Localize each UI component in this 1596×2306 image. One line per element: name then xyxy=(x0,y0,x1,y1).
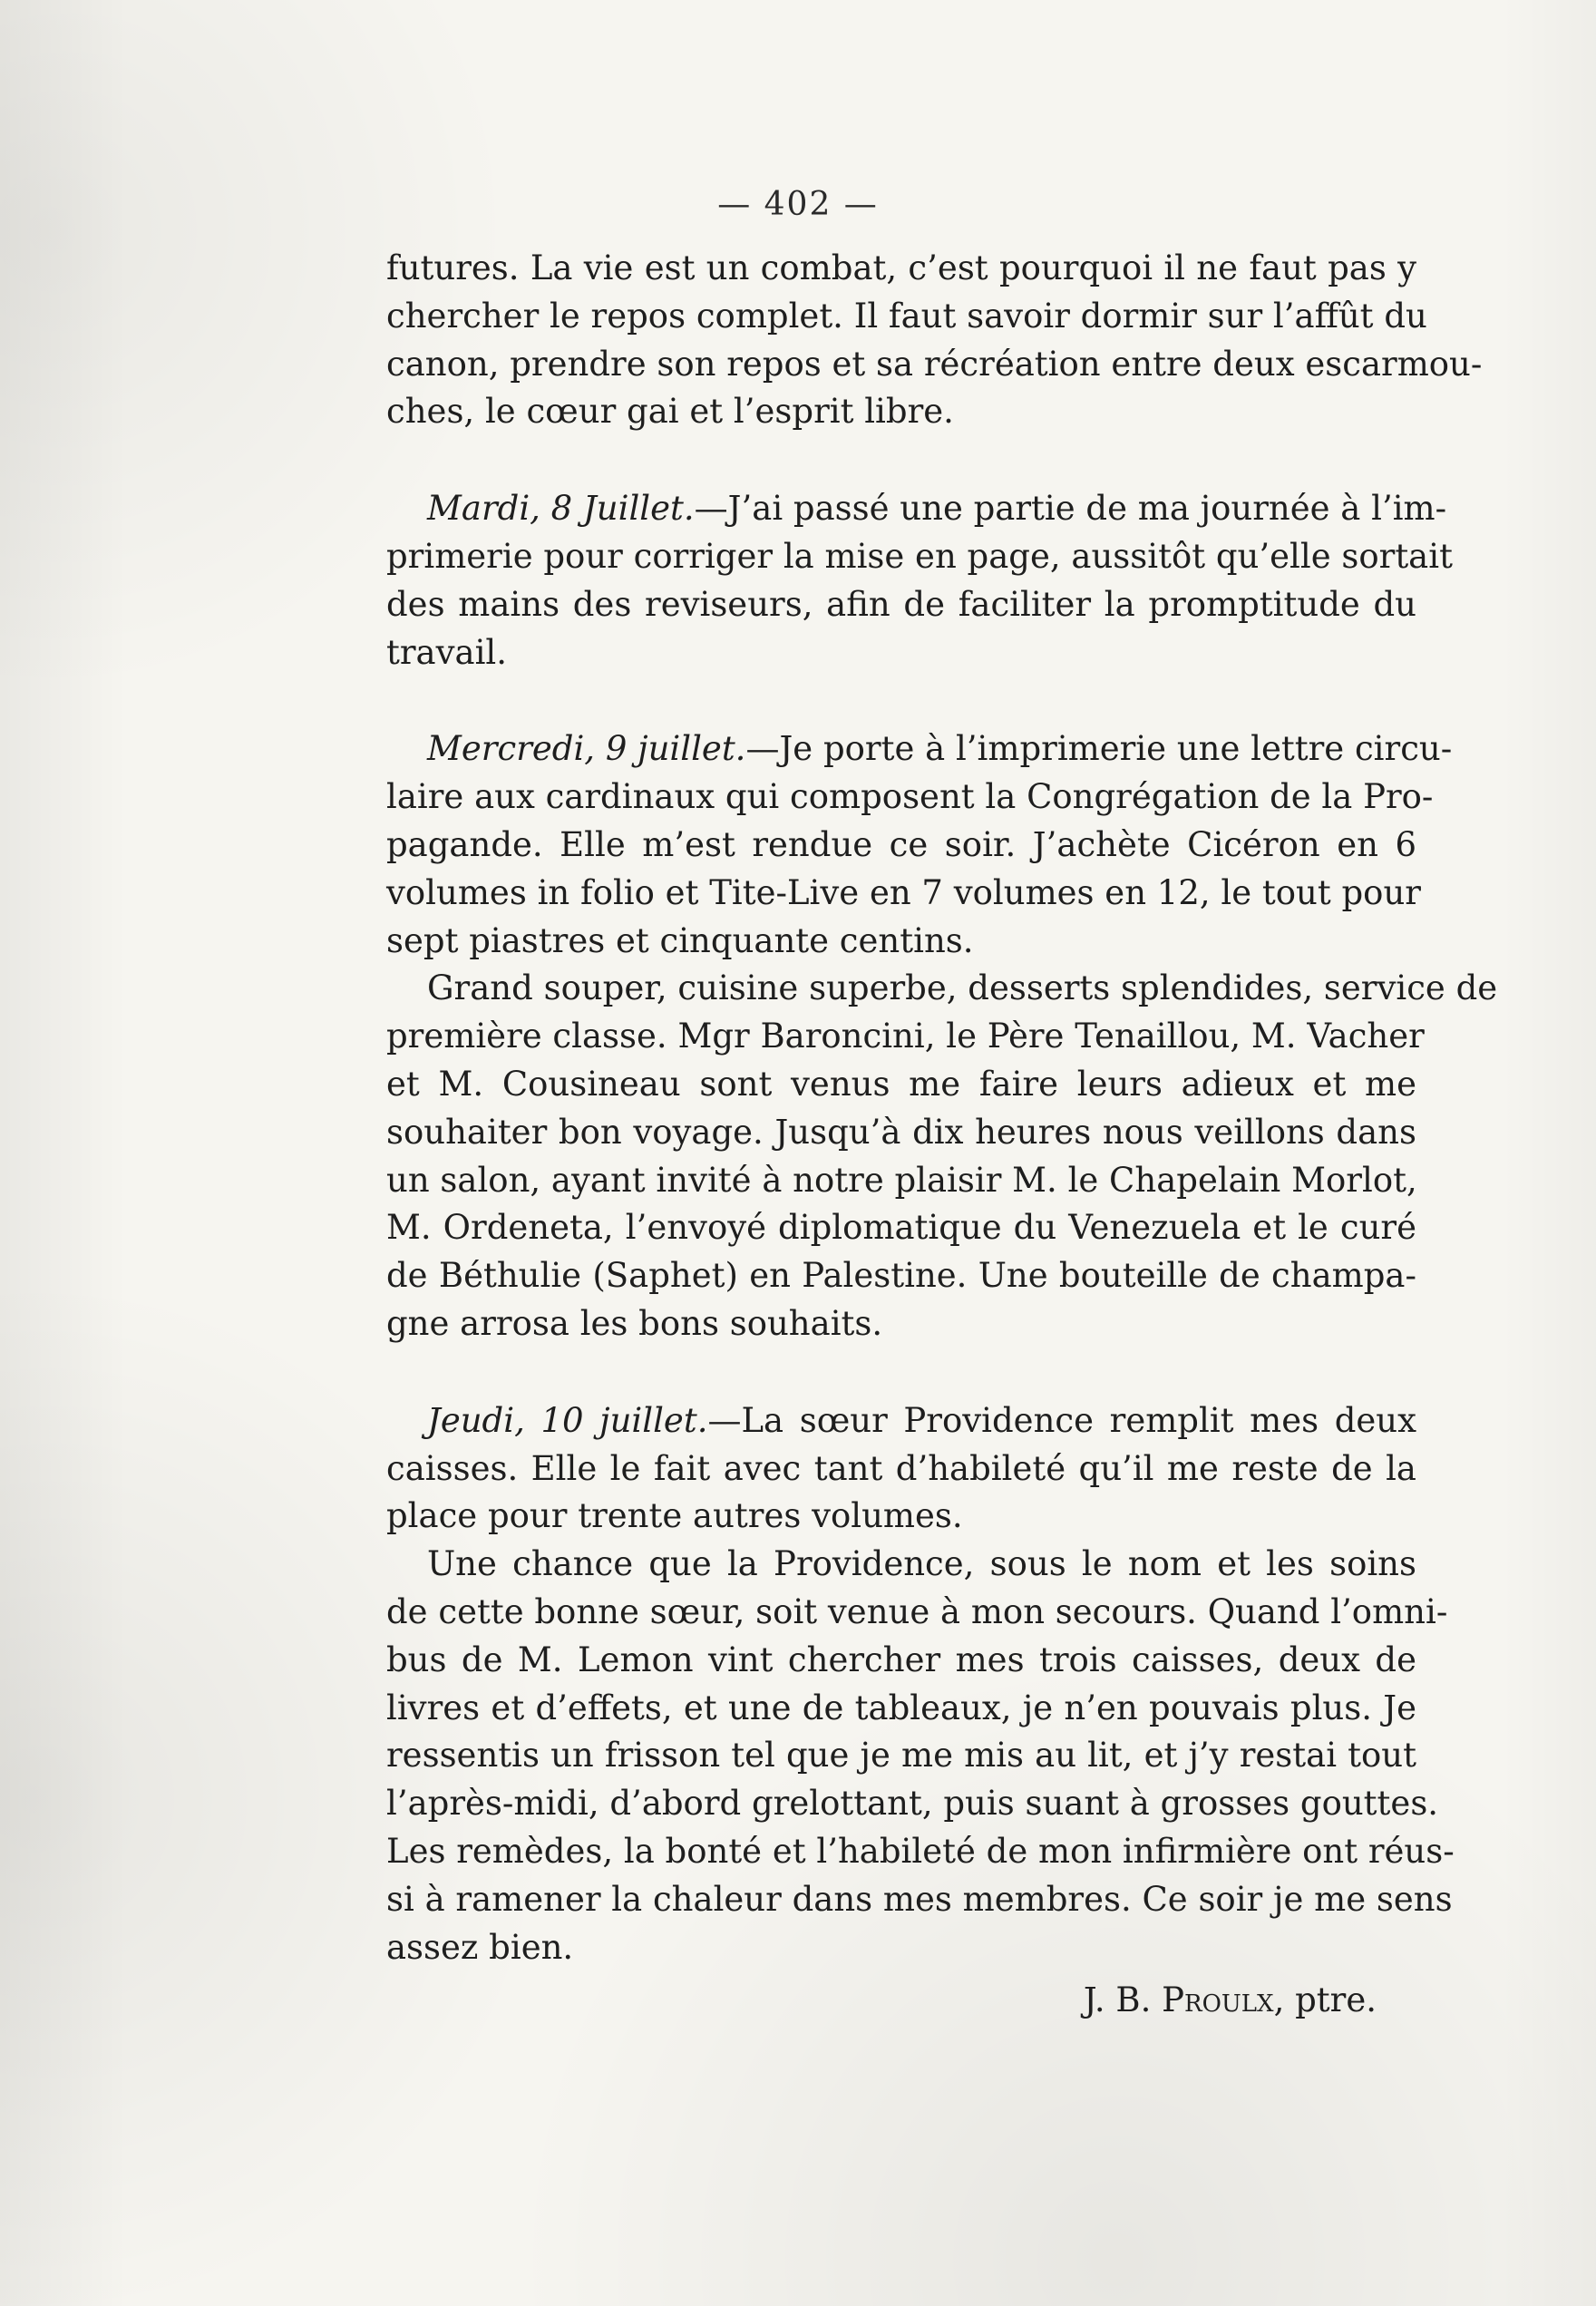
paragraph-chance xyxy=(386,1541,1455,1971)
text-line: chercher le repos complet. Il faut savoir dormir sur l’affût du xyxy=(386,296,1427,336)
text-line: si à ramener la chaleur dans mes membres. Ce soir je me sens xyxy=(386,1879,1453,1919)
text-line: gne arrosa les bons souhaits. xyxy=(386,1303,883,1343)
text-line: sept piastres et cinquante centins. xyxy=(386,920,974,960)
text-line: primerie pour corriger la mise en page, aussitôt qu’elle sortait xyxy=(386,536,1453,576)
signature xyxy=(386,1977,1416,2025)
entry-date: Mardi, 8 Juillet. xyxy=(427,489,695,529)
text-line: et M. Cousineau sont venus me faire leurs adieux et me xyxy=(386,1064,1416,1104)
diary-entry-mardi xyxy=(386,485,1453,676)
text-line: travail. xyxy=(386,632,508,672)
text-line: l’après-midi, d’abord grelottant, puis suant à grosses gouttes. xyxy=(386,1784,1439,1824)
signature-title: , ptre. xyxy=(1273,1980,1377,2020)
text-line: volumes in folio et Tite-Live en 7 volumes en 12, le tout pour xyxy=(386,872,1421,912)
signature-name: Proulx xyxy=(1162,1980,1274,2020)
text-line: souhaiter bon voyage. Jusqu’à dix heures nous veillons dans xyxy=(386,1112,1416,1152)
text-line: ressentis un frisson tel que je me mis au lit, et j’y restai tout xyxy=(386,1736,1416,1776)
body-text xyxy=(386,245,1498,2025)
text-line: pagande. Elle m’est rendue ce soir. J’achète Cicéron en 6 xyxy=(386,824,1416,864)
entry-text: —Je porte à l’imprimerie une lettre circu- xyxy=(745,729,1453,769)
paragraph-gap xyxy=(386,1348,1416,1397)
text-line: laire aux cardinaux qui composent la Congrégation de la Pro- xyxy=(386,777,1434,817)
page-number: — 402 — xyxy=(717,186,879,223)
entry-date: Mercredi, 9 juillet. xyxy=(427,729,746,769)
text-line: futures. La vie est un combat, c’est pourquoi il ne faut pas y xyxy=(386,248,1416,287)
entry-date: Jeudi, 10 juillet. xyxy=(427,1400,708,1440)
diary-entry-jeudi xyxy=(386,1397,1416,1541)
text-line: Les remèdes, la bonté et l’habileté de mon infirmière ont réus- xyxy=(386,1831,1455,1871)
text-line: M. Ordeneta, l’envoyé diplomatique du Venezuela et le curé xyxy=(386,1208,1416,1248)
text-line: de cette bonne sœur, soit venue à mon secours. Quand l’omni- xyxy=(386,1591,1448,1631)
text-line: ches, le cœur gai et l’esprit libre. xyxy=(386,392,954,432)
entry-text: —La sœur Providence remplit mes deux xyxy=(707,1400,1416,1440)
text-line: première classe. Mgr Baroncini, le Père Tenaillou, M. Vacher xyxy=(386,1017,1425,1056)
text-line: livres et d’effets, et une de tableaux, je n’en pouvais plus. Je xyxy=(386,1688,1416,1727)
text-line: des mains des reviseurs, afin de faciliter la promptitude du xyxy=(386,584,1416,624)
text-line xyxy=(386,485,1447,533)
entry-text: —J’ai passé une partie de ma journée à l’im- xyxy=(694,489,1447,529)
text-line xyxy=(386,1397,1416,1445)
text-line xyxy=(386,725,1453,774)
paragraph-gap xyxy=(386,676,1416,725)
text-line: caisses. Elle le fait avec tant d’habileté qu’il me reste de la xyxy=(386,1448,1416,1488)
text-line: Grand souper, cuisine superbe, desserts splendides, service de xyxy=(427,968,1498,1008)
signature-initials: J. B. xyxy=(1083,1980,1152,2020)
paragraph-gap xyxy=(386,436,1416,485)
text-line: de Béthulie (Saphet) en Palestine. Une bouteille de champa- xyxy=(386,1256,1416,1296)
paragraph-continuation xyxy=(386,245,1483,436)
text-line: assez bien. xyxy=(386,1927,574,1967)
diary-entry-mercredi xyxy=(386,725,1453,965)
text-line: place pour trente autres volumes. xyxy=(386,1496,963,1536)
text-line: Une chance que la Providence, sous le nom et les soins xyxy=(427,1544,1416,1584)
text-line: bus de M. Lemon vint chercher mes trois caisses, deux de xyxy=(386,1639,1416,1679)
text-line: un salon, ayant invité à notre plaisir M. le Chapelain Morlot, xyxy=(386,1160,1417,1200)
paragraph-souper xyxy=(386,965,1498,1348)
text-line: canon, prendre son repos et sa récréation entre deux escarmou- xyxy=(386,344,1483,384)
